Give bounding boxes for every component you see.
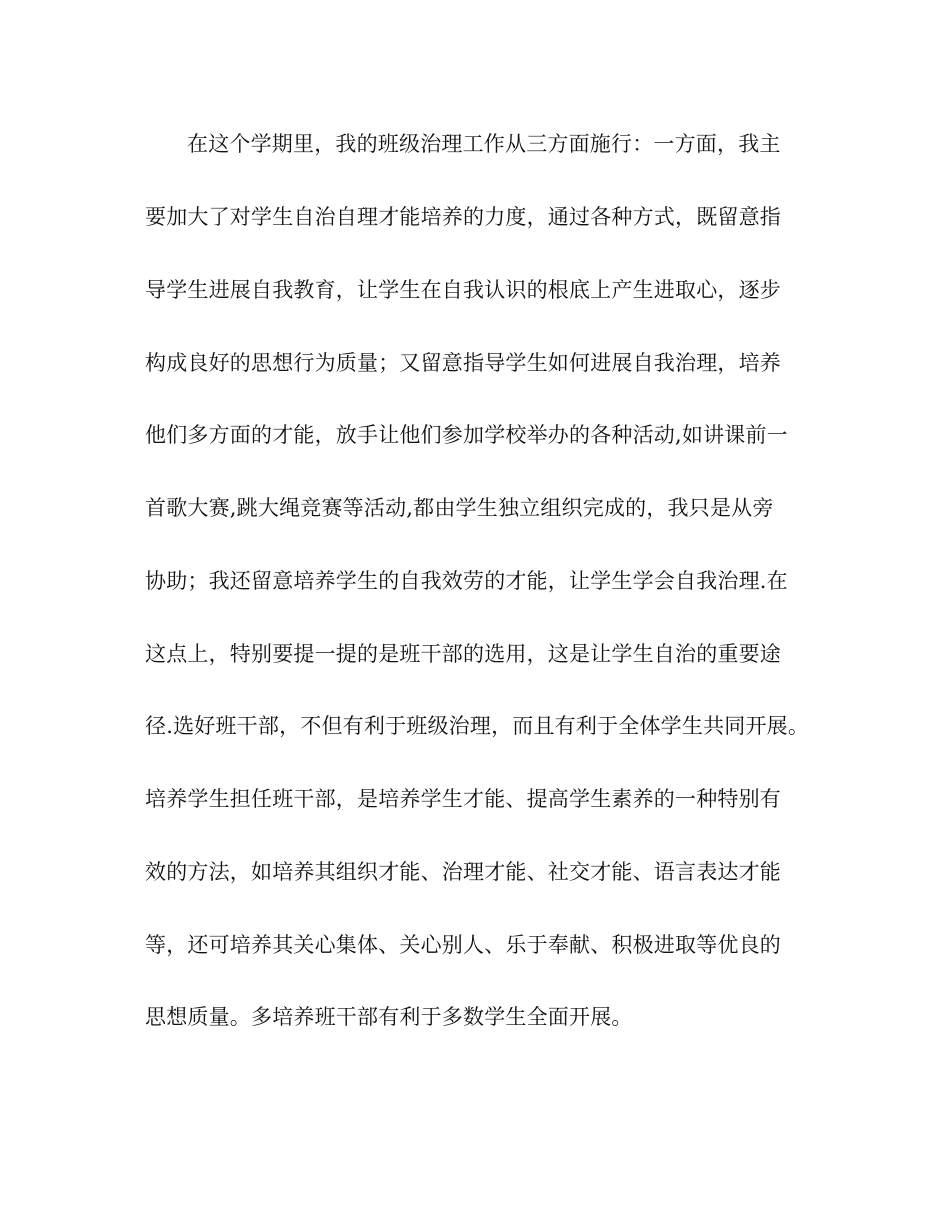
- paragraph-line-13: 思想质量。多培养班干部有利于多数学生全面开展。: [145, 1005, 633, 1029]
- paragraph-line-12: 等，还可培养其关心集体、关心别人、乐于奉献、积极进取等优良的: [145, 933, 781, 957]
- paragraph-line-1: 在这个学期里，我的班级治理工作从三方面施行：一方面，我主: [187, 132, 781, 156]
- paragraph-line-5: 他们多方面的才能，放手让他们参加学校举办的各种活动,如讲课前一: [145, 423, 788, 447]
- paragraph-line-10: 培养学生担任班干部，是培养学生才能、提高学生素养的一种特别有: [145, 787, 781, 811]
- paragraph-line-8: 这点上，特别要提一提的是班干部的选用，这是让学生自治的重要途: [145, 642, 781, 666]
- paragraph-line-4: 构成良好的思想行为质量；又留意指导学生如何进展自我治理，培养: [145, 351, 781, 375]
- paragraph-line-3: 导学生进展自我教育，让学生在自我认识的根底上产生进取心，逐步: [145, 278, 781, 302]
- paragraph-line-9: 径.选好班干部，不但有利于班级治理，而且有利于全体学生共同开展。: [145, 714, 810, 738]
- paragraph-line-2: 要加大了对学生自治自理才能培养的力度，通过各种方式，既留意指: [145, 205, 781, 229]
- paragraph-line-7: 协助；我还留意培养学生的自我效劳的才能，让学生学会自我治理.在: [145, 569, 788, 593]
- paragraph-line-11: 效的方法，如培养其组织才能、治理才能、社交才能、语言表达才能: [145, 860, 781, 884]
- paragraph-line-6: 首歌大赛,跳大绳竞赛等活动,都由学生独立组织完成的，我只是从旁: [145, 496, 774, 520]
